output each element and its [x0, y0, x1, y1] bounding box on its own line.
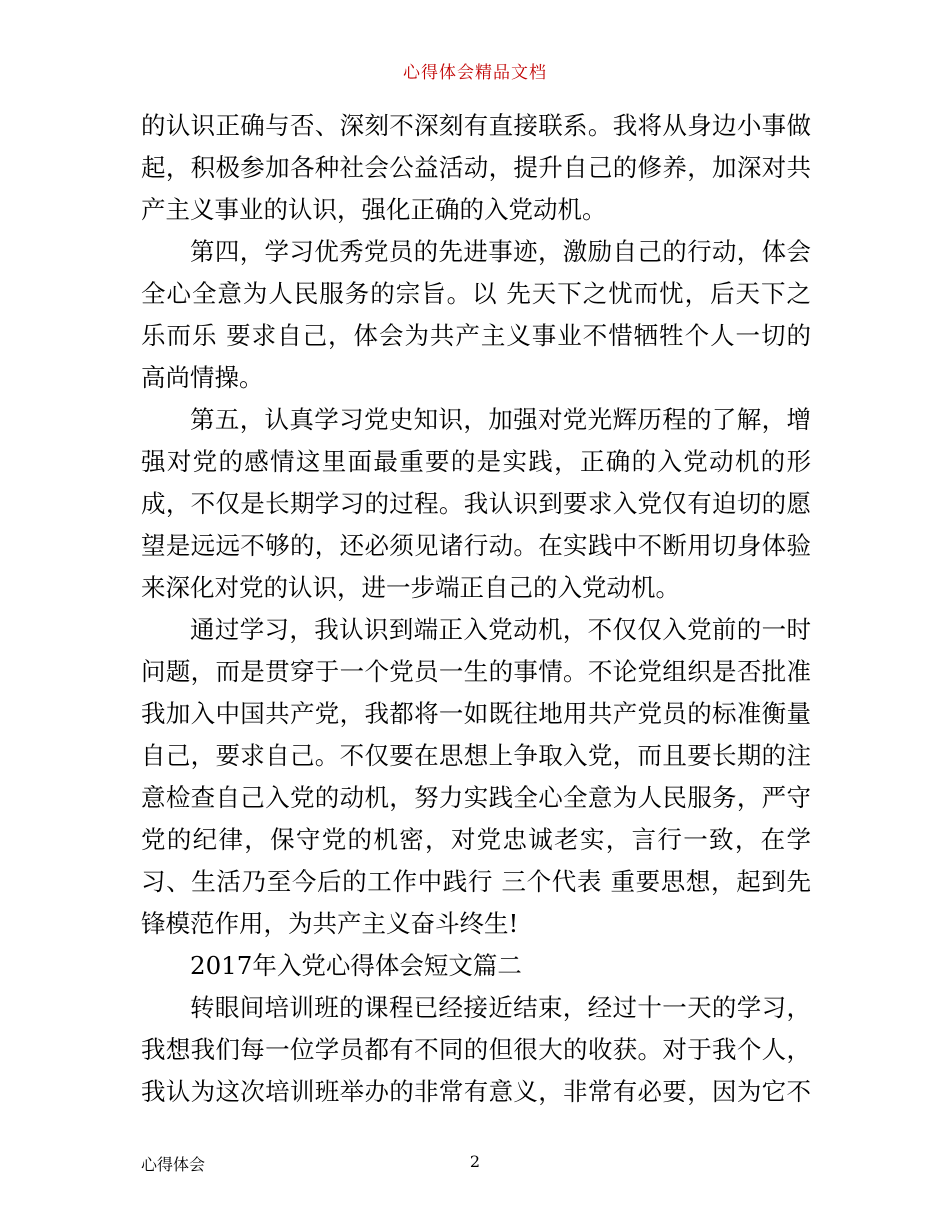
- text-line: 全心全意为人民服务的宗旨。以 先天下之忧而忧，后天下之: [141, 279, 811, 308]
- text-line: 问题，而是贯穿于一个党员一生的事情。不论党组织是否批准: [141, 657, 811, 686]
- text-line: 锋模范作用，为共产主义奋斗终生!: [141, 909, 519, 938]
- text-line: 我加入中国共产党，我都将一如既往地用共产党员的标准衡量: [141, 699, 811, 728]
- text-line: 望是远远不够的，还必须见诸行动。在实践中不断用切身体验: [141, 531, 811, 560]
- text-line: 的认识正确与否、深刻不深刻有直接联系。我将从身边小事做: [141, 111, 811, 140]
- text-line: 通过学习，我认识到端正入党动机，不仅仅入党前的一时: [190, 615, 811, 644]
- text-line: 我认为这次培训班举办的非常有意义，非常有必要，因为它不: [141, 1077, 811, 1106]
- page-number: 2: [469, 1152, 481, 1171]
- text-line: 强对党的感情这里面最重要的是实践，正确的入党动机的形: [141, 447, 811, 476]
- document-header-title: 心得体会精品文档: [403, 63, 547, 83]
- text-line: 来深化对党的认识，进一步端正自己的入党动机。: [141, 573, 680, 602]
- footer-label: 心得体会: [141, 1155, 206, 1174]
- text-line: 我想我们每一位学员都有不同的但很大的收获。对于我个人，: [141, 1035, 811, 1064]
- text-line: 转眼间培训班的课程已经接近结束，经过十一天的学习，: [190, 993, 811, 1022]
- text-line: 第四，学习优秀党员的先进事迹，激励自己的行动，体会: [190, 237, 811, 266]
- document-body: [141, 105, 811, 1113]
- text-line: 意检查自己入党的动机，努力实践全心全意为人民服务，严守: [141, 783, 811, 812]
- text-line: 党的纪律，保守党的机密，对党忠诚老实，言行一致，在学: [141, 825, 811, 854]
- text-line: 第五，认真学习党史知识，加强对党光辉历程的了解，增: [190, 405, 811, 434]
- section-heading: 2017年入党心得体会短文篇二: [190, 951, 522, 980]
- text-line: 高尚情操。: [141, 363, 264, 392]
- text-line: 成，不仅是长期学习的过程。我认识到要求入党仅有迫切的愿: [141, 489, 811, 518]
- text-line: 乐而乐 要求自己，体会为共产主义事业不惜牺牲个人一切的: [141, 321, 811, 350]
- text-line: 自己，要求自己。不仅要在思想上争取入党，而且要长期的注: [141, 741, 811, 770]
- text-line: 习、生活乃至今后的工作中践行 三个代表 重要思想，起到先: [141, 867, 811, 896]
- text-line: 产主义事业的认识，强化正确的入党动机。: [141, 195, 607, 224]
- text-line: 起，积极参加各种社会公益活动，提升自己的修养，加深对共: [141, 153, 811, 182]
